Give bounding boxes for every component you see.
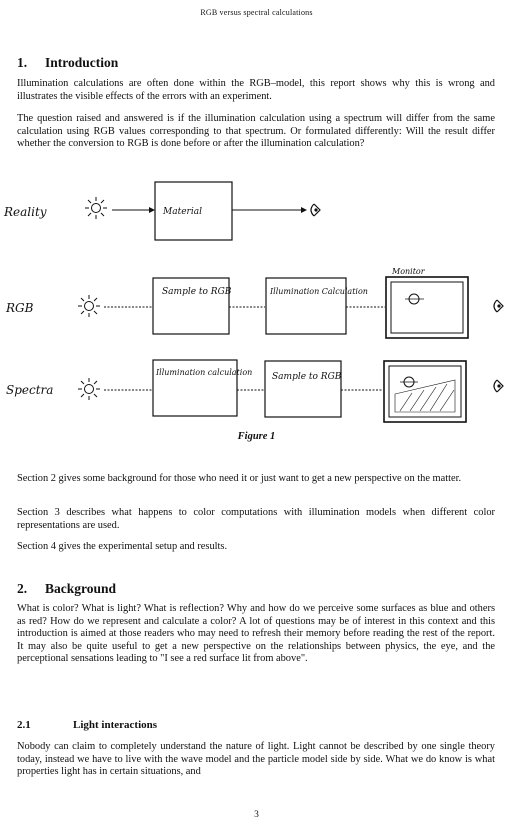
material-box-label: Material bbox=[163, 207, 202, 217]
sun-icon bbox=[78, 295, 100, 317]
subsection-2-1-heading bbox=[17, 719, 157, 731]
page-number: 3 bbox=[254, 810, 259, 820]
rgb-illumination-box-label: Illumination Calculation bbox=[270, 287, 368, 296]
section-1-title: Introduction bbox=[45, 55, 119, 70]
overview-section-3: Section 3 describes what happens to color computations with illumination models when different color representations are used. bbox=[17, 507, 495, 531]
row-label-spectra: Spectra bbox=[6, 383, 54, 397]
spectra-sample-box-label: Sample to RGB bbox=[272, 372, 342, 382]
subsection-2-1-title: Light interactions bbox=[73, 719, 158, 731]
row-label-rgb: RGB bbox=[6, 301, 34, 315]
sun-icon bbox=[85, 197, 107, 219]
spectra-sample-box bbox=[265, 361, 341, 417]
overview-section-4: Section 4 gives the experimental setup and results. bbox=[17, 541, 228, 552]
background-paragraph: What is color? What is light? What is reflection? Why and how do we perceive some surfaces as blue and others as red? How do we represent and calculate a color? A lot of questions may be of interest in this context and this introduction is aimed at those readers who may need to refresh their memory before reading the rest of the report. It may also be quite useful to get a new perspective on the relationships between physics, the eye, and the perceptional sensations leading to "I see a red surface lit from above". bbox=[17, 603, 495, 665]
rgb-sample-box-label: Sample to RGB bbox=[162, 287, 232, 297]
eye-icon bbox=[494, 380, 503, 392]
section-2-title: Background bbox=[45, 581, 117, 596]
intro-paragraph-2: The question raised and answered is if the illumination calculation using a spectrum will differ from the same calculation using RGB values corresponding to that spectrum. Or formulated differently: Will the result differ whether the conversion to RGB is done before or after the illumination calculation? bbox=[17, 113, 495, 150]
monitor-frame-spectra bbox=[384, 361, 466, 422]
eye-icon bbox=[494, 300, 503, 312]
figure-1-caption: Figure 1 bbox=[237, 431, 276, 442]
spectra-illumination-box-label: Illumination calculation bbox=[156, 368, 253, 377]
running-head: RGB versus spectral calculations bbox=[200, 8, 313, 17]
section-2-heading bbox=[17, 581, 116, 597]
intro-paragraph-1: Illumination calculations are often done within the RGB–model, this report shows why this is wrong and illustrates the visible effects of the errors with an experiment. bbox=[17, 78, 495, 102]
row-label-reality: Reality bbox=[4, 205, 47, 219]
eye-icon bbox=[311, 204, 320, 216]
section-1-heading bbox=[17, 55, 118, 71]
section-2-number: 2. bbox=[17, 581, 28, 596]
overview-section-2: Section 2 gives some background for those who need it or just want to get a new perspective on the matter. bbox=[17, 473, 462, 484]
light-interactions-paragraph: Nobody can claim to completely understand the nature of light. Light cannot be described by one single theory today, instead we have to live with the wave model and the particle model side by side. What we do know is what properties light has in certain situations, and bbox=[17, 741, 495, 778]
figure-1-diagram bbox=[0, 168, 513, 430]
monitor-label: Monitor bbox=[392, 267, 425, 276]
subsection-2-1-number: 2.1 bbox=[17, 719, 31, 731]
sun-icon bbox=[78, 378, 100, 400]
monitor-frame-rgb bbox=[386, 277, 468, 338]
section-1-number: 1. bbox=[17, 55, 28, 70]
